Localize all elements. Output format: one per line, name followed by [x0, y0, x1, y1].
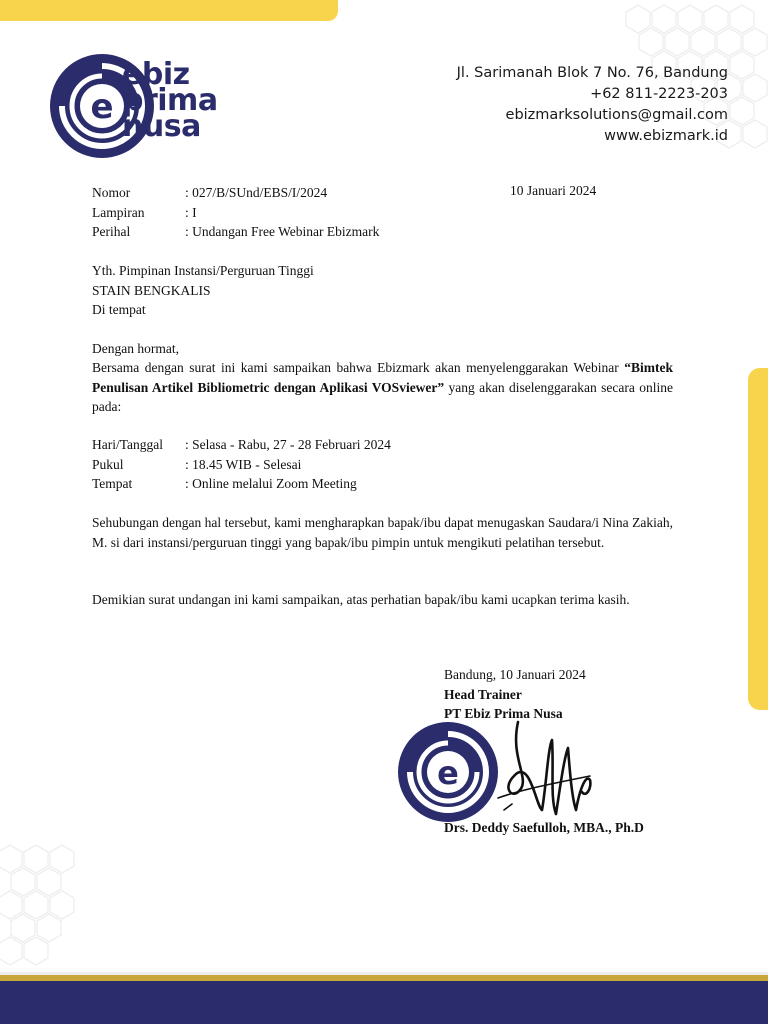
hex-pattern-bottom [0, 840, 80, 970]
meta-label: Nomor [92, 185, 131, 200]
schedule [92, 435, 673, 494]
intro-text: Bersama dengan surat ini kami sampaikan bahwa Ebizmark akan menyelenggarakan Webinar [92, 360, 625, 375]
closing-paragraph: Demikian surat undangan ini kami sampaikan, atas perhatian bapak/ibu kami ucapkan terima kasih. [92, 592, 630, 607]
request-paragraph: Sehubungan dengan hal tersebut, kami mengharapkan bapak/ibu dapat menugaskan Saudara/i Nina Zakiah, M. si dari instansi/perguruan tinggi yang bapak/ibu pimpin untuk mengikuti pelatihan tersebut. [92, 515, 673, 550]
letter-meta [92, 183, 379, 242]
recipient [92, 261, 673, 320]
contact-phone: +62 811-2223-203 [590, 86, 728, 102]
contact-email: ebizmarksolutions@gmail.com [505, 107, 728, 123]
sign-place-date: Bandung, 10 Januari 2024 [444, 667, 586, 682]
recipient-line: Yth. Pimpinan Instansi/Perguruan Tinggi [92, 263, 314, 278]
schedule-row [92, 474, 673, 494]
intro-paragraph [92, 358, 673, 417]
schedule-value: : Online melalui Zoom Meeting [185, 476, 357, 491]
schedule-label: Pukul [92, 456, 124, 472]
schedule-value: : Selasa - Rabu, 27 - 28 Februari 2024 [185, 437, 391, 452]
meta-label: Perihal [92, 224, 131, 239]
recipient-line: Di tempat [92, 302, 146, 317]
meta-row [92, 183, 379, 203]
svg-text:e: e [437, 754, 459, 792]
meta-label: Lampiran [92, 204, 145, 220]
webinar-title: “Bimtek Penulisan Artikel Bibliometric dengan Aplikasi VOSviewer” [92, 360, 673, 395]
meta-row [92, 222, 379, 242]
logo-word-1: ebiz [122, 57, 190, 92]
contact-website: www.ebizmark.id [604, 128, 728, 144]
contact-info [457, 63, 728, 147]
meta-value: : Undangan Free Webinar Ebizmark [185, 224, 380, 239]
logo-word-3: nusa [122, 109, 201, 144]
intro-text-end: yang akan diselenggarakan secara online pada: [92, 379, 673, 414]
schedule-value: : 18.45 WIB - Selesai [185, 456, 302, 472]
schedule-row [92, 435, 673, 455]
signature-block [444, 665, 586, 724]
greeting: Dengan hormat, [92, 341, 179, 356]
schedule-label: Hari/Tanggal [92, 437, 164, 452]
logo-word-2: prima [122, 83, 218, 118]
side-accent-bar [748, 368, 768, 710]
signer-name: Drs. Deddy Saefulloh, MBA., Ph.D [444, 820, 644, 835]
schedule-label: Tempat [92, 476, 133, 491]
meta-value: : I [185, 204, 197, 220]
handwritten-signature [490, 718, 600, 828]
recipient-line: STAIN BENGKALIS [92, 282, 211, 298]
logo-wordmark [122, 57, 218, 144]
svg-text:e: e [90, 87, 114, 127]
letter-date: 10 Januari 2024 [510, 183, 597, 198]
footer-bar [0, 981, 768, 1024]
sign-company: PT Ebiz Prima Nusa [444, 706, 563, 721]
sign-role: Head Trainer [444, 686, 522, 702]
meta-value: : 027/B/SUnd/EBS/I/2024 [185, 185, 328, 200]
contact-address: Jl. Sarimanah Blok 7 No. 76, Bandung [456, 65, 728, 81]
top-accent-bar [0, 0, 338, 21]
meta-row [92, 203, 379, 223]
schedule-row [92, 455, 673, 475]
